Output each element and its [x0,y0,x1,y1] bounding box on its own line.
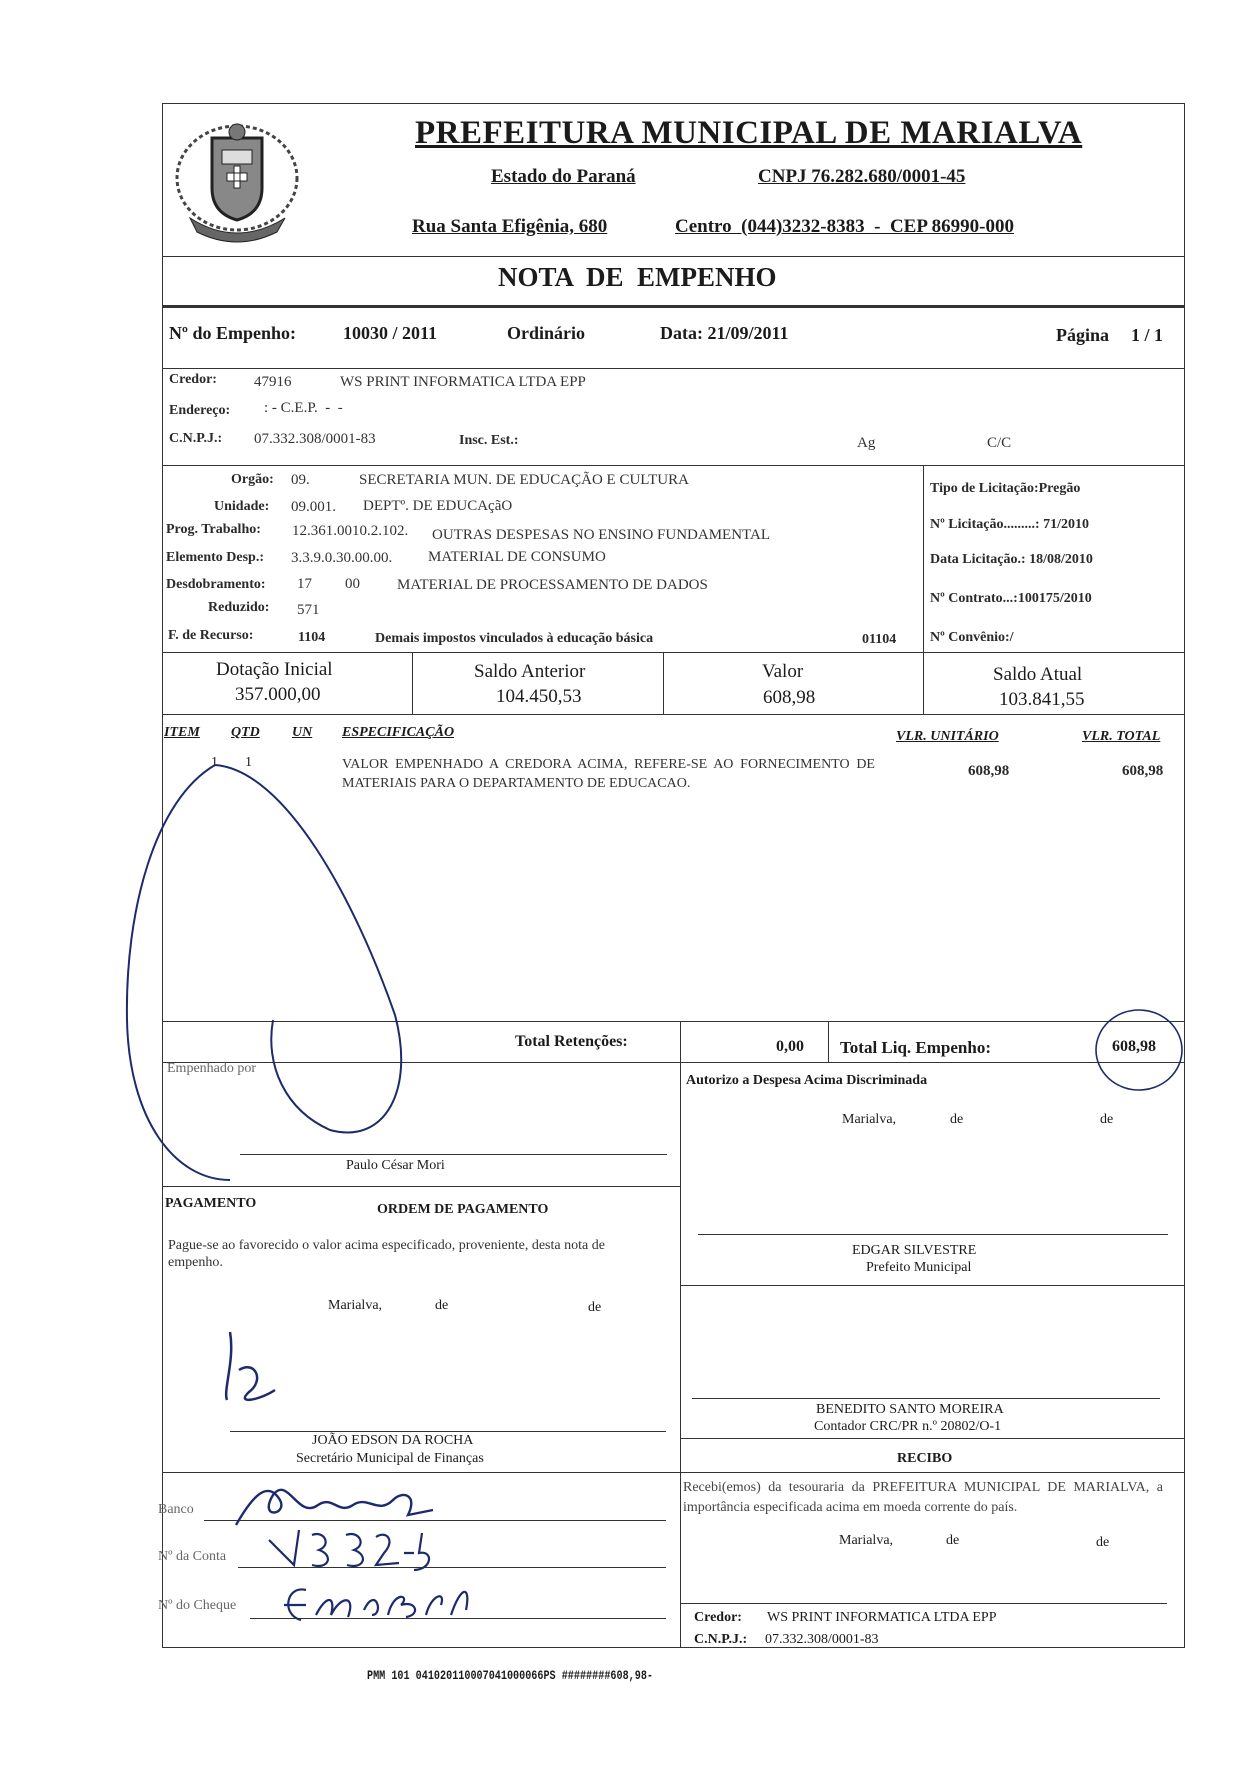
empenho-number: 10030 / 2011 [343,323,438,343]
conta-label: Nº da Conta [158,1549,227,1564]
contador-name: BENEDITO SANTO MOREIRA [816,1402,1004,1417]
total-circle-mark [1093,1005,1185,1095]
numero-contrato: Nº Contrato...:100175/2010 [930,591,1092,606]
prog-code: 12.361.0010.2.102. [292,523,409,539]
col-vlr-unitario: VLR. UNITÁRIO [896,729,999,744]
handwritten-cheque [276,1575,466,1630]
divider [923,652,924,714]
endereco-label: Endereço: [169,403,231,418]
desdobramento-name: MATERIAL DE PROCESSAMENTO DE DADOS [397,577,708,593]
divider [680,1438,1185,1439]
recibo-marialva: Marialva, [839,1533,894,1548]
signature-line [230,1431,666,1432]
divider [162,1472,680,1473]
unidade-label: Unidade: [214,499,270,514]
recurso-number: 01104 [862,632,897,647]
item-specification: VALOR EMPENHADO A CREDORA ACIMA, REFERE-SE AO FORNECIMENTO DE MATERIAIS PARA O DEPARTAMENTO DE EDUCACAO. [342,757,875,791]
signature-line [698,1234,1168,1235]
orgao-code: 09. [291,472,310,488]
divider [162,256,1185,257]
municipality-title: PREFEITURA MUNICIPAL DE MARIALVA [415,115,1083,151]
secretario-name: JOÃO EDSON DA ROCHA [312,1433,474,1448]
item-number: 1 [211,755,218,770]
recibo-text: Recebi(emos) da tesouraria da PREFEITURA MUNICIPAL DE MARIALVA, a importância especificada acima em moeda corrente do país. [683,1480,1163,1515]
divider [412,652,413,714]
retencoes-value: 0,00 [776,1038,804,1055]
pagamento-de: de [588,1300,602,1315]
divider [680,1062,681,1648]
empenhado-por-label: Empenhado por [167,1061,257,1076]
retencoes-label: Total Retenções: [515,1033,628,1050]
state-name: Estado do Paraná [491,166,636,187]
item-qtd: 1 [245,755,252,770]
reduzido-label: Reduzido: [208,600,270,615]
numero-convenio: Nº Convênio:/ [930,630,1014,645]
desdobramento-label: Desdobramento: [166,577,266,592]
elemento-code: 3.3.9.0.30.00.00. [291,550,393,566]
prog-name: OUTRAS DESPESAS NO ENSINO FUNDAMENTAL [432,527,770,543]
divider [162,714,1185,715]
endereco-value: : - C.E.P. - - [264,400,343,416]
col-qtd: QTD [231,725,260,740]
numero-licitacao: Nº Licitação.........: 71/2010 [930,517,1089,532]
orgao-name: SECRETARIA MUN. DE EDUCAÇÃO E CULTURA [359,472,689,488]
total-liquido-label: Total Liq. Empenho: [840,1038,991,1057]
col-un: UN [292,725,313,740]
recibo-de: de [1096,1535,1110,1550]
coat-of-arms-logo [170,118,305,240]
elemento-name: MATERIAL DE CONSUMO [428,549,606,565]
recurso-name: Demais impostos vinculados à educação básica [375,631,654,646]
secretario-role: Secretário Municipal de Finanças [296,1451,484,1466]
saldo-anterior-value: 104.450,53 [496,686,582,707]
saldo-anterior-label: Saldo Anterior [474,661,586,682]
valor-value: 608,98 [763,687,816,708]
saldo-atual-label: Saldo Atual [993,664,1083,685]
insc-est-label: Insc. Est.: [459,433,519,448]
autorizo-marialva: Marialva, [842,1112,897,1127]
desdobramento-code: 17 [297,576,312,592]
document-title: NOTA DE EMPENHO [498,262,777,292]
credor-code: 47916 [254,374,292,390]
ag-label: Ag [857,435,876,451]
unidade-code: 09.001. [291,499,336,515]
recurso-label: F. de Recurso: [168,628,254,643]
item-total-value: 608,98 [1122,763,1164,779]
col-item: ITEM [164,725,200,740]
empenho-date: Data: 21/09/2011 [660,323,789,343]
cnpj-label: C.N.P.J.: [169,431,223,446]
autorizo-de: de [1100,1112,1114,1127]
divider [923,465,924,652]
cc-label: C/C [987,435,1012,451]
prefeito-role: Prefeito Municipal [866,1260,972,1275]
unidade-name: DEPTº. DE EDUCAçãO [363,498,513,514]
banco-label: Banco [158,1502,194,1517]
autorizo-de: de [950,1112,964,1127]
divider [162,465,1185,466]
divider [680,1021,681,1062]
elemento-label: Elemento Desp.: [166,550,264,565]
dotacao-value: 357.000,00 [235,684,321,705]
pagamento-label: PAGAMENTO [165,1196,257,1211]
handwritten-conta [264,1525,434,1575]
col-vlr-total: VLR. TOTAL [1082,729,1161,744]
divider [828,1021,829,1062]
autorizo-label: Autorizo a Despesa Acima Discriminada [686,1073,928,1088]
page-number: 1 / 1 [1131,325,1164,345]
valor-label: Valor [762,661,804,682]
recibo-cnpj-label: C.N.P.J.: [694,1632,748,1647]
divider [162,305,1185,308]
recibo-credor-label: Credor: [694,1610,742,1625]
pagamento-text: Pague-se ao favorecido o valor acima especificado, proveniente, desta nota de empenho. [168,1238,605,1270]
pagamento-marialva: Marialva, [328,1298,383,1313]
recibo-de: de [946,1533,960,1548]
pen-loop-mark [115,760,415,1200]
credor-name: WS PRINT INFORMATICA LTDA EPP [340,374,586,390]
divider [162,652,1185,653]
desdobramento-sub: 00 [345,576,360,592]
empenho-label: Nº do Empenho: [169,323,296,343]
header-cnpj: CNPJ 76.282.680/0001-45 [758,166,966,187]
divider [663,652,664,714]
footer-code: PMM 101 041020110007041000066PS ########608,98- [367,1668,654,1683]
data-licitacao: Data Licitação.: 18/08/2010 [930,552,1093,567]
ordem-pagamento-label: ORDEM DE PAGAMENTO [377,1202,549,1217]
signature-line [692,1398,1160,1399]
signature-line [680,1603,1167,1604]
handwritten-initials [215,1330,285,1410]
col-especificacao: ESPECIFICAÇÃO [342,725,455,740]
prog-label: Prog. Trabalho: [166,522,261,537]
contador-role: Contador CRC/PR n.º 20802/O-1 [814,1419,1002,1434]
recibo-credor-name: WS PRINT INFORMATICA LTDA EPP [767,1610,997,1625]
item-unit-value: 608,98 [968,763,1010,779]
divider [162,368,1185,369]
orgao-label: Orgão: [231,472,274,487]
divider [680,1472,1185,1473]
credor-cnpj: 07.332.308/0001-83 [254,431,376,447]
pagamento-de: de [435,1298,449,1313]
credor-label: Credor: [169,372,217,387]
total-liquido-value: 608,98 [1112,1038,1156,1055]
cheque-label: Nº do Cheque [158,1598,237,1613]
empenhado-name: Paulo César Mori [346,1158,445,1173]
dotacao-label: Dotação Inicial [216,659,333,680]
empenho-type: Ordinário [507,323,586,343]
header-address: Rua Santa Efigênia, 680 [412,216,608,237]
recurso-code: 1104 [298,630,326,645]
page-label: Página [1056,325,1110,345]
recibo-label: RECIBO [897,1451,953,1466]
prefeito-name: EDGAR SILVESTRE [852,1243,977,1258]
tipo-licitacao: Tipo de Licitação:Pregão [930,481,1081,496]
recibo-cnpj: 07.332.308/0001-83 [765,1632,879,1647]
header-contact: Centro (044)3232-8383 - CEP 86990-000 [675,216,1014,237]
divider [680,1285,1185,1286]
reduzido-value: 571 [297,602,320,618]
saldo-atual-value: 103.841,55 [999,689,1085,710]
